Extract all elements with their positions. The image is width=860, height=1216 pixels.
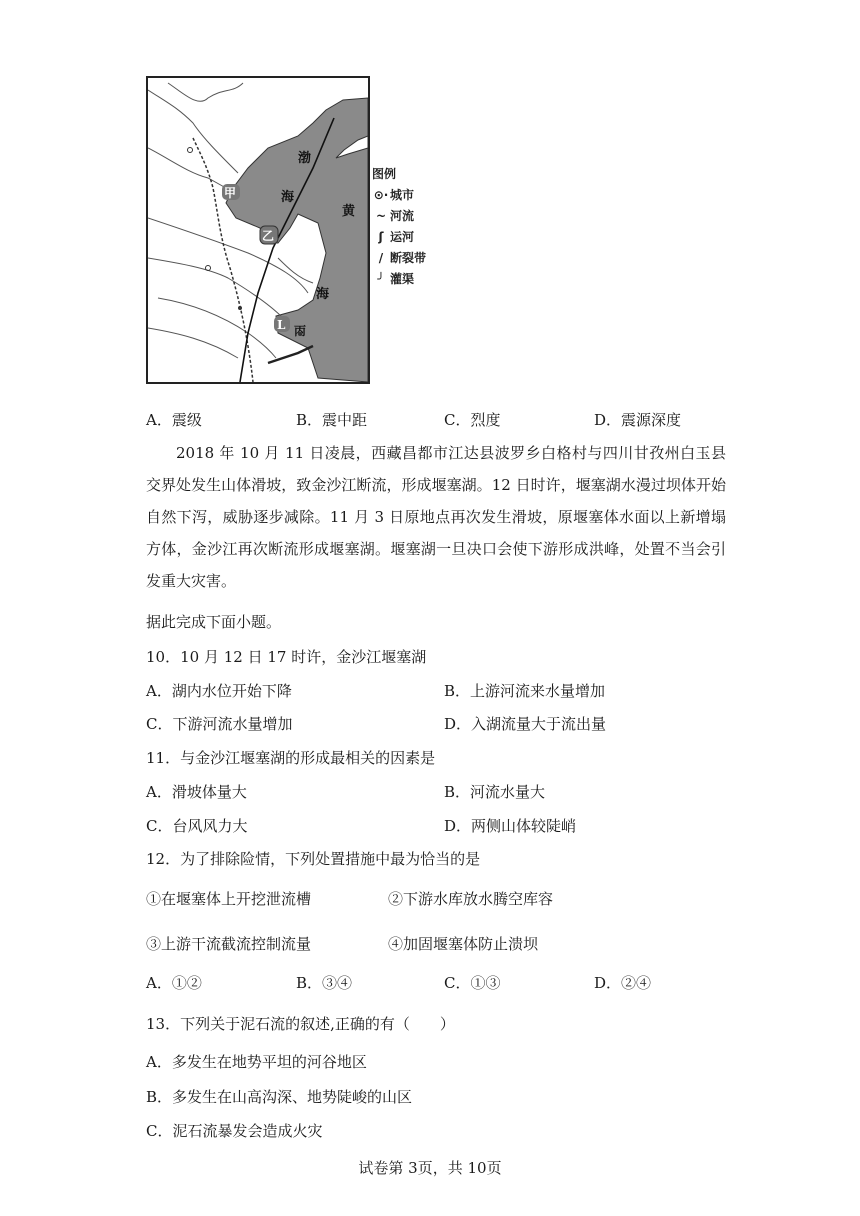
legend-item-city [372, 185, 426, 206]
q9-option-c[interactable]: C．烈度 [444, 411, 501, 429]
irrigation-line [268, 346, 313, 363]
q13-option-c[interactable]: C．泥石流暴发会造成火灾 [146, 1122, 323, 1140]
label-huang: 黄 [342, 204, 356, 219]
legend-item-river [372, 206, 426, 227]
river-line [168, 83, 243, 101]
map-legend [372, 164, 426, 290]
q11-option-b[interactable]: B．河流水量大 [444, 783, 546, 801]
canal-icon: ʃ [378, 230, 384, 244]
legend-label: 河流 [390, 209, 415, 223]
label-bing: 丙 [294, 324, 307, 338]
reading-passage: 2018 年 10 月 11 日凌晨，西藏昌都市江达县波罗乡白格村与四川甘孜州白玉县交界处发生山体滑坡，致金沙江断流，形成堰塞湖。12 日时许，堰塞湖水漫过坝体开始自然下泻，威胁逐步减除。11 月 3 日原地点再次发生滑坡，原堰塞体水面以上新增塌方体，金沙江再次断流形成堰塞湖。堰塞湖一旦决口会使下游形成洪峰，处置不当会引发重大灾害。 [146, 444, 726, 590]
river-line [148, 328, 238, 358]
q11-option-d[interactable]: D．两侧山体较陡峭 [444, 817, 577, 835]
q12-statement-1: ①在堰塞体上开挖泄流槽 [146, 890, 312, 908]
q12-statement-2: ②下游水库放水腾空库容 [388, 890, 554, 908]
q9-option-a[interactable]: A．震级 [146, 411, 202, 429]
q10-option-c[interactable]: C．下游河流水量增加 [146, 715, 293, 733]
legend-title: 图例 [372, 167, 397, 181]
map-drawing [148, 78, 368, 382]
page-footer: 试卷第 3页，共 10页 [358, 1159, 502, 1177]
q13-option-b[interactable]: B．多发生在山高沟深、地势陡峻的山区 [146, 1088, 413, 1106]
q12-stem: 12．为了排除险情，下列处置措施中最为恰当的是 [146, 850, 481, 868]
river-line [148, 258, 283, 318]
q12-option-c[interactable]: C．①③ [444, 974, 501, 992]
q13-stem: 13．下列关于泥石流的叙述,正确的有（ ） [146, 1015, 455, 1033]
city-marker [206, 266, 211, 271]
q10-option-b[interactable]: B．上游河流来水量增加 [444, 682, 606, 700]
q11-option-a[interactable]: A．滑坡体量大 [146, 783, 247, 801]
city-marker [238, 306, 242, 310]
label-hai2: 海 [316, 287, 330, 302]
city-icon: ⊙· [373, 188, 389, 202]
river-line [148, 90, 238, 173]
q12-statement-4: ④加固堰塞体防止溃坝 [388, 935, 539, 953]
label-hai1: 海 [281, 190, 295, 205]
q9-option-b[interactable]: B．震中距 [296, 411, 368, 429]
map-figure [146, 76, 370, 384]
fault-icon: / [378, 251, 384, 265]
city-marker [188, 148, 193, 153]
q10-option-a[interactable]: A．湖内水位开始下降 [146, 682, 292, 700]
label-l: L [277, 318, 286, 332]
label-bohai: 渤 [298, 151, 312, 166]
legend-label: 断裂带 [390, 251, 427, 265]
legend-label: 城市 [390, 188, 415, 202]
q12-option-a[interactable]: A．①② [146, 974, 202, 992]
legend-item-irrigation [372, 269, 426, 290]
instruction: 据此完成下面小题。 [146, 613, 282, 631]
legend-label: 灌渠 [390, 272, 415, 286]
legend-item-fault [372, 248, 426, 269]
q11-option-c[interactable]: C．台风风力大 [146, 817, 248, 835]
legend-label: 运河 [390, 230, 415, 244]
label-yi: 乙 [262, 229, 275, 243]
q12-option-d[interactable]: D．②④ [594, 974, 652, 992]
q12-option-b[interactable]: B．③④ [296, 974, 353, 992]
river-line [158, 298, 276, 358]
legend-item-canal [372, 227, 426, 248]
q10-option-d[interactable]: D．入湖流量大于流出量 [444, 715, 607, 733]
river-line [148, 148, 226, 188]
river-icon: ~ [375, 209, 387, 223]
q13-option-a[interactable]: A．多发生在地势平坦的河谷地区 [146, 1053, 367, 1071]
label-jia: 甲 [224, 186, 237, 200]
q12-statement-3: ③上游干流截流控制流量 [146, 935, 312, 953]
q9-option-d[interactable]: D．震源深度 [594, 411, 682, 429]
q11-stem: 11．与金沙江堰塞湖的形成最相关的因素是 [146, 749, 436, 767]
irrigation-icon: ╯ [377, 272, 385, 286]
q10-stem: 10．10 月 12 日 17 时许，金沙江堰塞湖 [146, 648, 427, 666]
